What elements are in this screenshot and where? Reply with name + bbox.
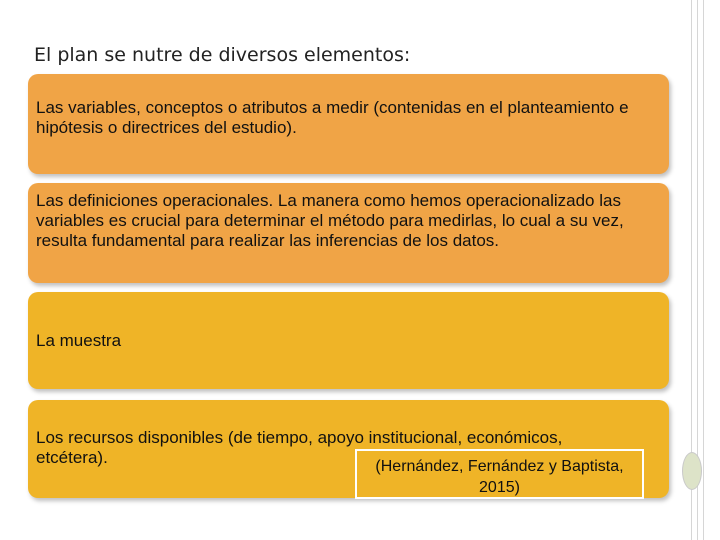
element-box-sample: La muestra xyxy=(28,292,669,389)
element-box-definitions: Las definiciones operacionales. La manera como hemos operacionalizado las variables es crucial para determinar el método para medirlas, lo cual a su vez, resulta fundamental para realizar las inferencias de los datos. xyxy=(28,183,669,283)
citation-box: (Hernández, Fernández y Baptista, 2015) xyxy=(355,449,644,499)
resources-text: Los recursos disponibles (de tiempo, apoyo institucional, económicos, etcétera). xyxy=(36,428,563,467)
element-box-variables: Las variables, conceptos o atributos a medir (contenidas en el planteamiento e hipótesis o directrices del estudio). xyxy=(28,74,669,174)
decorative-rail xyxy=(703,0,704,540)
slide-title: El plan se nutre de diversos elementos: xyxy=(34,44,411,66)
decorative-circle xyxy=(682,452,702,490)
